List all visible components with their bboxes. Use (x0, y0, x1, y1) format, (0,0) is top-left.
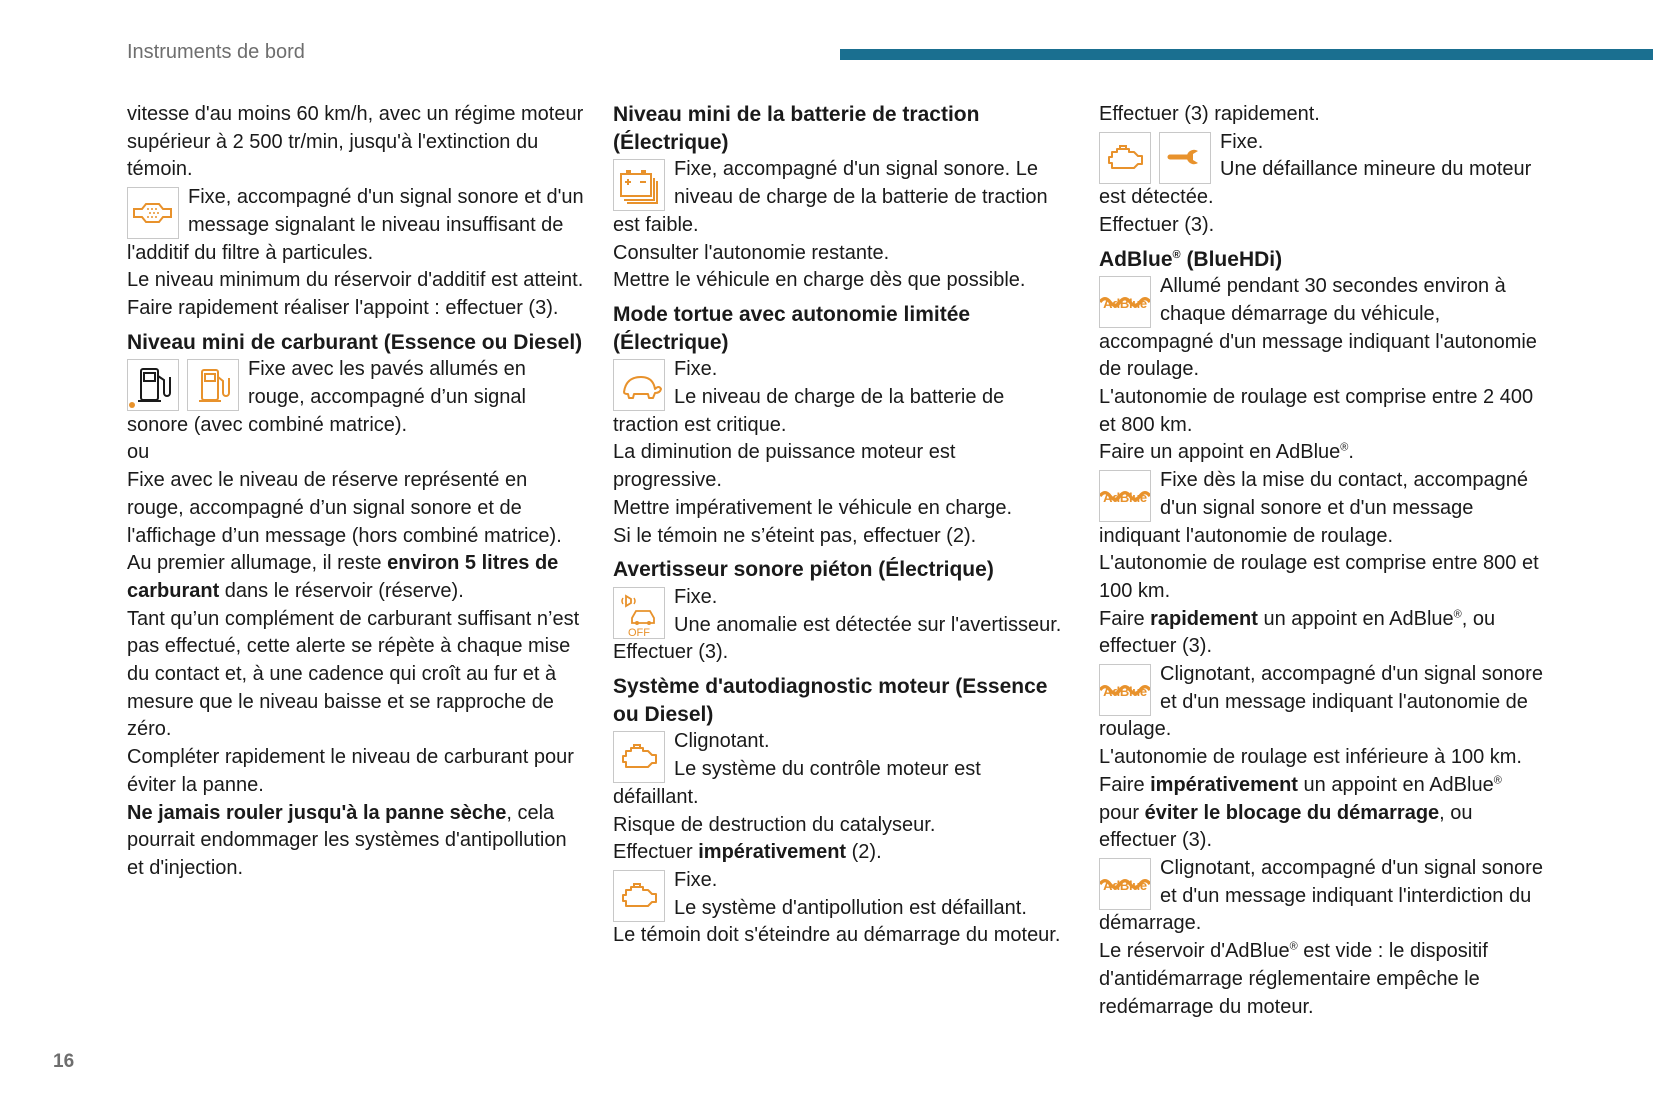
particle-filter-icon (127, 187, 179, 239)
section-heading: Système d'autodiagnostic moteur (Essence ou Diesel) (613, 675, 1048, 726)
paragraph: L'autonomie de roulage est comprise entre 800 et 100 km. (1099, 552, 1539, 602)
paragraph: Le réservoir d'AdBlue® est vide : le dispositif d'antidémarrage réglementaire empêche le redémarrage du moteur. (1099, 940, 1488, 1018)
paragraph: La diminution de puissance moteur est progressive. (613, 441, 956, 492)
paragraph: Risque de destruction du catalyseur. (613, 813, 936, 836)
paragraph: ou (127, 441, 150, 464)
paragraph: Faire rapidement réaliser l'appoint : effectuer (3). (127, 296, 559, 319)
fuel-pump-matrix-icon (127, 359, 179, 411)
engine-check-icon (613, 870, 665, 922)
column-1 (127, 101, 587, 883)
header-accent-bar (840, 49, 1653, 60)
paragraph: Une défaillance mineure du moteur est détectée. (1099, 158, 1532, 209)
section-heading: AdBlue® (BlueHDi) (1099, 247, 1283, 271)
paragraph: Fixe dès la mise du contact, accompagné d'un signal sonore et d'un message indiquant l'autonomie de roulage. (1099, 469, 1528, 547)
adblue-icon: AdBlue (1099, 858, 1151, 910)
column-2 (613, 101, 1068, 950)
paragraph: Effectuer (3) rapidement. (1099, 103, 1320, 125)
paragraph: Fixe, accompagné d'un signal sonore. Le niveau de charge de la batterie de traction est faible. (613, 158, 1048, 236)
paragraph: Compléter rapidement le niveau de carburant pour éviter la panne. (127, 746, 574, 796)
wrench-icon (1159, 132, 1211, 184)
warning-block-obd-fixed (613, 867, 1068, 950)
paragraph: Mettre le véhicule en charge dès que possible. (613, 269, 1026, 292)
adblue-icon: AdBlue (1099, 664, 1151, 716)
paragraph: Tant qu’un complément de carburant suffisant n’est pas effectué, cette alerte se répète à chaque mise du contact et, à une cadence qui croît au fur et à mesure que le niveau baisse et se rapproche de zéro. (127, 607, 580, 741)
warning-block-adblue-1 (1099, 273, 1554, 467)
section-heading: Niveau mini de carburant (Essence ou Diesel) (127, 330, 583, 354)
warning-block-obd-flashing (613, 728, 1068, 867)
paragraph: Effectuer (3). (1099, 213, 1215, 236)
paragraph: Faire impérativement un appoint en AdBlue® pour éviter le blocage du démarrage, ou effectuer (3). (1099, 773, 1502, 852)
warning-block-minor-fault (1099, 129, 1554, 240)
paragraph: Fixe, accompagné d'un signal sonore et d'un message signalant le niveau insuffisant de l'additif du filtre à particules. (127, 186, 584, 264)
page-number: 16 (53, 1051, 75, 1072)
paragraph: Fixe. (674, 868, 718, 891)
paragraph: Effectuer impérativement (2). (613, 841, 882, 864)
paragraph: Fixe. (674, 585, 718, 608)
paragraph: Ne jamais rouler jusqu'à la panne sèche, cela pourrait endommager les systèmes d'antipollution et d'injection. (127, 801, 567, 879)
paragraph: Effectuer (3). (613, 641, 729, 664)
paragraph: Le niveau minimum du réservoir d'additif est atteint. (127, 269, 584, 292)
adblue-icon: AdBlue (1099, 276, 1151, 328)
paragraph: vitesse d'au moins 60 km/h, avec un régime moteur supérieur à 2 500 tr/min, jusqu'à l'extinction du témoin. (127, 103, 584, 181)
paragraph: Clignotant, accompagné d'un signal sonore et d'un message indiquant l'interdiction du démarrage. (1099, 856, 1543, 935)
paragraph: Au premier allumage, il reste environ 5 litres de carburant dans le réservoir (réserve). (127, 552, 559, 602)
paragraph: Fixe. (1220, 130, 1264, 153)
paragraph: Le niveau de charge de la batterie de traction est critique. (613, 386, 1005, 436)
fuel-pump-icon (187, 359, 239, 411)
adblue-icon: AdBlue (1099, 470, 1151, 522)
paragraph: Faire un appoint en AdBlue®. (1099, 441, 1354, 464)
paragraph: Fixe avec le niveau de réserve représenté en rouge, accompagné d’un signal sonore et de l'affichage d’un message (hors combiné matrice). (127, 469, 562, 547)
warning-block-battery (613, 156, 1068, 295)
paragraph: Fixe avec les pavés allumés en rouge, accompagné d’un signal sonore (avec combiné matrice). (127, 358, 526, 436)
warning-block-dpf (127, 184, 587, 323)
section-heading: Niveau mini de la batterie de traction (Électrique) (613, 103, 980, 154)
warning-block-fuel (127, 356, 587, 882)
page-header-title: Instruments de bord (127, 41, 305, 63)
warning-block-adblue-2 (1099, 467, 1554, 661)
warning-block-adblue-3 (1099, 661, 1554, 855)
paragraph: Le témoin doit s'éteindre au démarrage du moteur. (613, 924, 1061, 947)
paragraph: Une anomalie est détectée sur l'avertisseur. (674, 613, 1062, 636)
paragraph: Allumé pendant 30 secondes environ à chaque démarrage du véhicule, accompagné d'un message indiquant l'autonomie de roulage. (1099, 275, 1537, 381)
paragraph: Le système d'antipollution est défaillant. (674, 896, 1027, 919)
warning-block-pedestrian (613, 584, 1068, 667)
section-heading: Avertisseur sonore piéton (Électrique) (613, 558, 994, 582)
warning-block-adblue-4 (1099, 855, 1554, 1021)
column-3 (1099, 101, 1554, 1021)
warning-block-turtle (613, 356, 1068, 550)
pedestrian-horn-off-icon (613, 587, 665, 639)
engine-check-icon (613, 731, 665, 783)
engine-check-icon (1099, 132, 1151, 184)
paragraph: Faire rapidement un appoint en AdBlue®, ou effectuer (3). (1099, 607, 1496, 658)
paragraph: L'autonomie de roulage est comprise entre 2 400 et 800 km. (1099, 386, 1534, 436)
paragraph: Mettre impérativement le véhicule en charge. (613, 496, 1013, 519)
paragraph: Clignotant. (674, 730, 770, 753)
section-heading: Mode tortue avec autonomie limitée (Électrique) (613, 302, 971, 354)
paragraph: L'autonomie de roulage est inférieure à 100 km. (1099, 746, 1522, 769)
paragraph: Clignotant, accompagné d'un signal sonore et d'un message indiquant l'autonomie de roulage. (1099, 663, 1543, 741)
paragraph: Consulter l'autonomie restante. (613, 241, 890, 264)
turtle-icon (613, 359, 665, 411)
paragraph: Si le témoin ne s’éteint pas, effectuer (2). (613, 524, 977, 547)
paragraph: Fixe. (674, 358, 718, 381)
svg-text:OFF: OFF (628, 626, 650, 638)
paragraph: Le système du contrôle moteur est défaillant. (613, 758, 981, 808)
traction-battery-icon (613, 159, 665, 211)
